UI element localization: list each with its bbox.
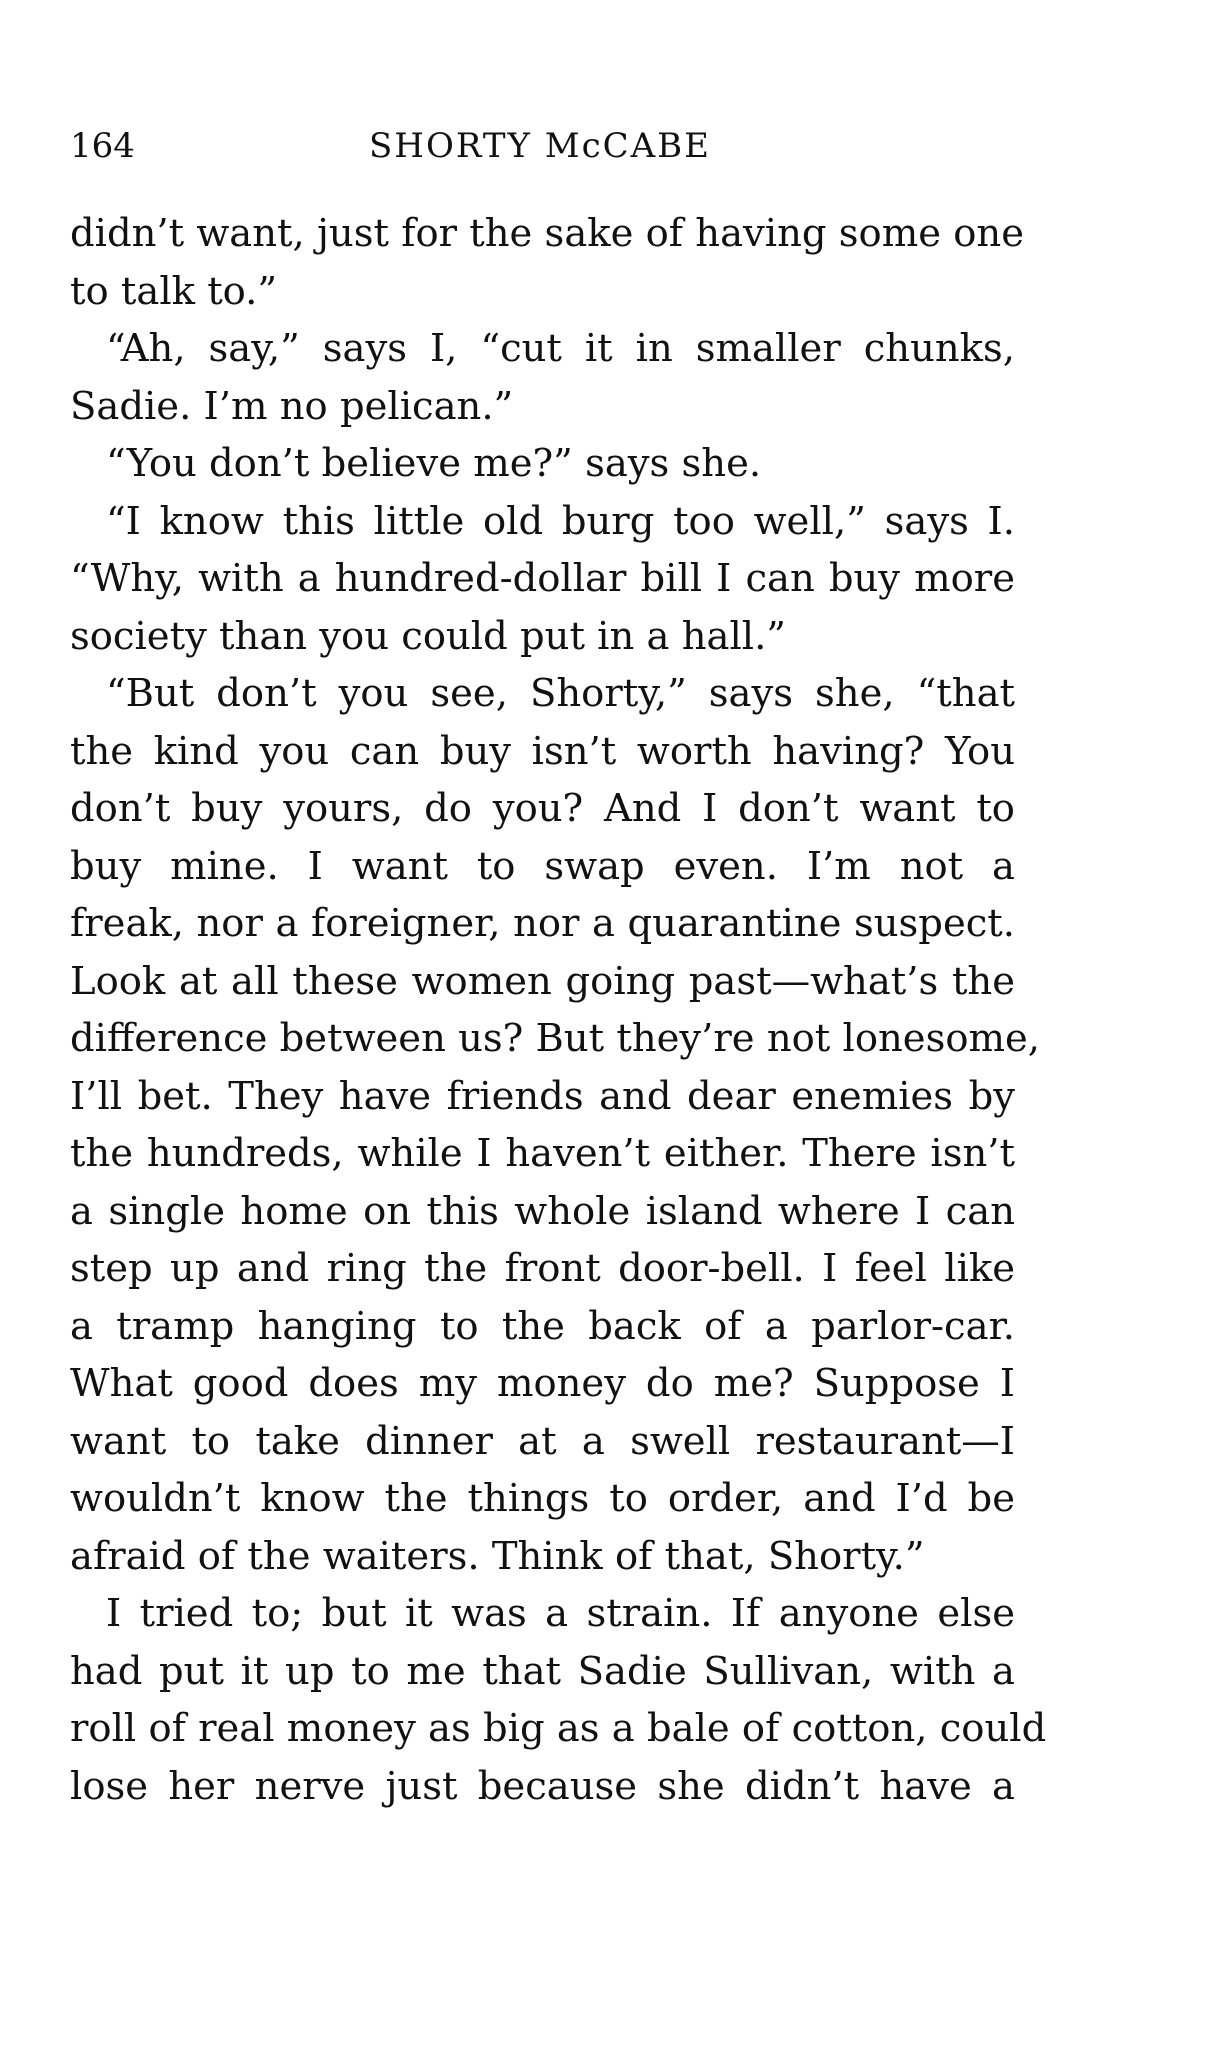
text-line: Sadie. I’m no pelican.” [70,383,514,429]
text-line: had put it up to me that Sadie Sullivan, with a [70,1648,1015,1694]
text-line: roll of real money as big as a bale of cotton, could [70,1706,1047,1751]
text-line: “Ah, say,” says I, “cut it in smaller chunks, [106,326,1015,371]
running-head: SHORTY McCABE [369,126,711,166]
text-line: a single home on this whole island where I can [70,1188,1015,1234]
text-line: to talk to.” [70,268,278,314]
page-number: 164 [70,126,135,166]
text-line: Look at all these women going past—what’s the [70,958,1015,1004]
text-line: lose her nerve just because she didn’t have a [70,1763,1015,1809]
text-line: difference between us? But they’re not lonesome, [70,1016,1041,1061]
text-line: “You don’t believe me?” says she. [106,441,762,486]
text-line: don’t buy yours, do you? And I don’t want to [70,786,1015,831]
body-text [70,205,1047,1815]
text-line: didn’t want, just for the sake of having some one [70,211,1025,256]
text-line: “I know this little old burg too well,” says I. [106,498,1015,544]
text-line: the hundreds, while I haven’t either. There isn’t [70,1131,1015,1176]
text-line: wouldn’t know the things to order, and I’d be [70,1476,1015,1521]
page-header [70,126,1010,186]
text-line: buy mine. I want to swap even. I’m not a [70,843,1015,889]
text-line: society than you could put in a hall.” [70,613,786,659]
text-line: What good does my money do me? Suppose I [70,1361,1015,1406]
text-line: a tramp hanging to the back of a parlor-car. [70,1303,1015,1349]
text-line: freak, nor a foreigner, nor a quarantine suspect. [70,901,1015,946]
text-line: “But don’t you see, Shorty,” says she, “that [106,671,1015,716]
text-line: I tried to; but it was a strain. If anyone else [106,1591,1015,1636]
text-line: want to take dinner at a swell restaurant—I [70,1418,1015,1464]
text-line: afraid of the waiters. Think of that, Shorty.” [70,1533,925,1579]
text-line: I’ll bet. They have friends and dear enemies by [70,1073,1015,1119]
text-line: “Why, with a hundred-dollar bill I can buy more [70,556,1015,601]
text-line: the kind you can buy isn’t worth having? You [70,728,1015,774]
text-line: step up and ring the front door-bell. I feel like [70,1246,1015,1291]
